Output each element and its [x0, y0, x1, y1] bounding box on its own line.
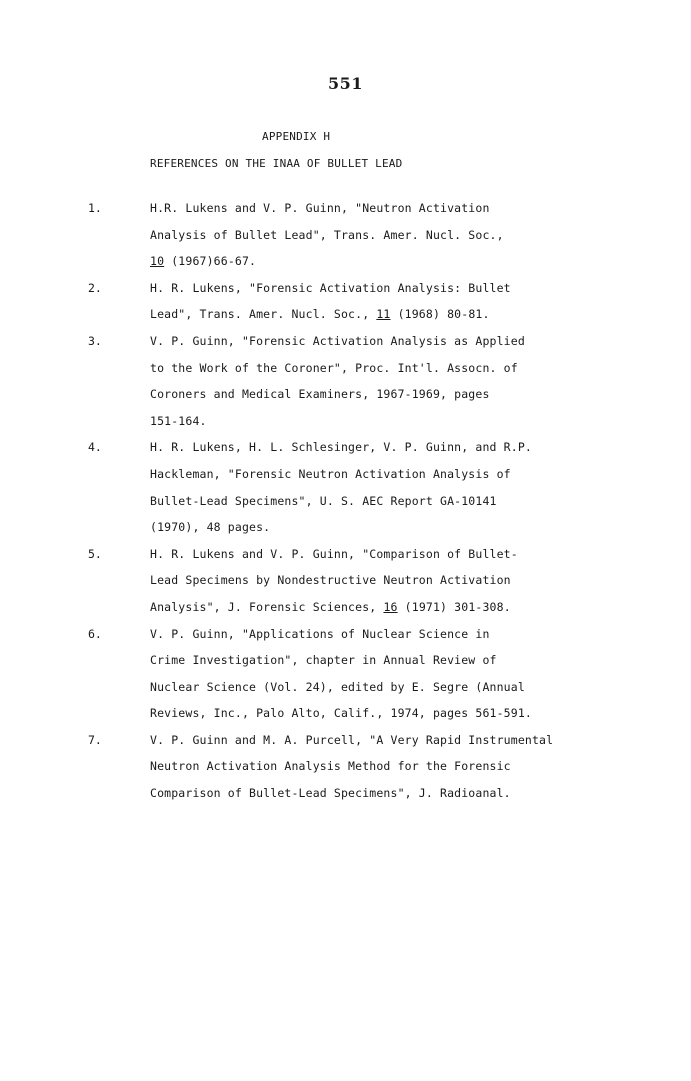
- reference-citation: H. R. Lukens and V. P. Guinn, "Comparison of Bullet- Lead Specimens by Nondestructive Neutron Activation Analysis", J. Forensic Sciences,: [150, 546, 518, 614]
- reference-number: 6.: [88, 626, 102, 641]
- reference-text: [150, 434, 620, 540]
- reference-citation: V. P. Guinn, "Forensic Activation Analysis as Applied to the Work of the Coroner", Proc. Int'l. Assocn. of Coroners and Medical Examiners, 1967-1969, pages 151-164.: [150, 333, 525, 428]
- reference-number: 7.: [88, 732, 102, 747]
- reference-item: [0, 434, 691, 540]
- reference-number: 3.: [88, 333, 102, 348]
- reference-item: [0, 727, 691, 807]
- reference-citation: H. R. Lukens, H. L. Schlesinger, V. P. Guinn, and R.P. Hackleman, "Forensic Neutron Activation Analysis of Bullet-Lead Specimens", U. S. AEC Report GA-10141 (1970), 48 pages.: [150, 440, 532, 535]
- reference-text: [150, 275, 620, 328]
- reference-citation-end: (1968) 80-81.: [390, 307, 490, 322]
- reference-text: [150, 328, 620, 434]
- reference-text: [150, 195, 620, 275]
- reference-number: 1.: [88, 201, 102, 215]
- reference-text: [150, 727, 620, 807]
- reference-item: [0, 621, 691, 727]
- reference-item: [0, 195, 691, 275]
- reference-text: [150, 621, 620, 727]
- reference-number: 4.: [88, 440, 102, 455]
- reference-list: [0, 195, 691, 807]
- page-number: 551: [328, 74, 363, 93]
- reference-citation: V. P. Guinn, "Applications of Nuclear Science in Crime Investigation", chapter in Annual Review of Nuclear Science (Vol. 24), edited by E. Segre (Annual Reviews, Inc., Palo Alto, Calif., 1974, pages 561-591.: [150, 626, 532, 721]
- appendix-title: APPENDIX H: [262, 130, 331, 143]
- reference-item: [0, 275, 691, 328]
- reference-volume: 10: [150, 254, 165, 269]
- reference-number: 2.: [88, 280, 102, 295]
- reference-citation: H.R. Lukens and V. P. Guinn, "Neutron Activation Analysis of Bullet Lead", Trans. Amer. Nucl. Soc.,: [150, 201, 504, 242]
- reference-number: 5.: [88, 546, 102, 561]
- section-heading: REFERENCES ON THE INAA OF BULLET LEAD: [150, 157, 403, 170]
- reference-citation: H. R. Lukens, "Forensic Activation Analysis: Bullet Lead", Trans. Amer. Nucl. Soc.,: [150, 280, 511, 322]
- reference-volume: 16: [383, 599, 398, 614]
- reference-item: [0, 541, 691, 621]
- reference-item: [0, 328, 691, 434]
- reference-volume: 11: [376, 307, 391, 322]
- reference-citation-end: (1971) 301-308.: [397, 599, 511, 614]
- reference-citation-end: (1967)66-67.: [164, 254, 257, 269]
- reference-text: [150, 541, 620, 621]
- reference-citation: V. P. Guinn and M. A. Purcell, "A Very Rapid Instrumental Neutron Activation Analysis Method for the Forensic Comparison of Bullet-Lead Specimens", J. Radioanal.: [150, 732, 554, 801]
